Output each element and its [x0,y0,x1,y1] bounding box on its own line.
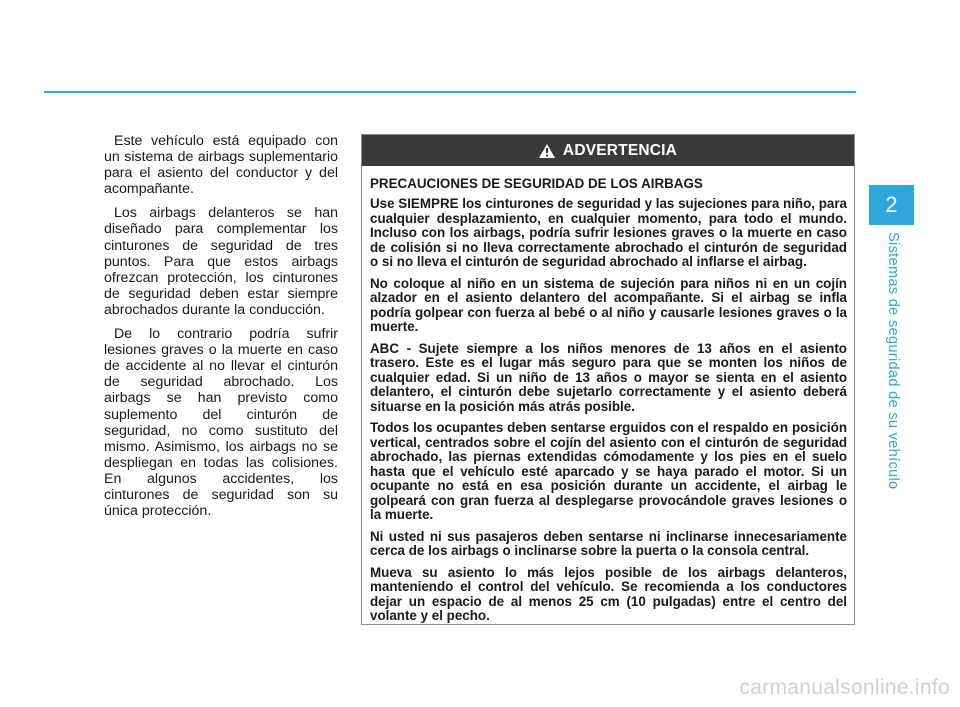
warning-header [362,135,854,166]
warning-item: Ni usted ni sus pasajeros deben sentarse ni inclinarse innecesariamente cerca de los airbags o inclinarse sobre la puerta o la consola central. [370,528,847,558]
chapter-label: Sistemas de seguridad de su vehículo [885,232,901,490]
body-paragraph: Este vehículo está equipado con un sistema de airbags suplementario para el asiento del conductor y del acompañante. [104,133,338,198]
footer-watermark: carmanualsonline.info [739,676,950,699]
body-text-column [104,133,338,527]
warning-title: PRECAUCIONES DE SEGURIDAD DE LOS AIRBAGS [370,176,703,191]
warning-item: No coloque al niño en un sistema de sujeción para niños ni en un cojín alzador en el asiento delantero del acompañante. Si el airbag se infla podría golpear con fuerza al bebé o al niño y causarle lesiones graves o la muerte. [370,275,847,334]
warning-body [362,166,854,624]
warning-item: ABC - Sujete siempre a los niños menores de 13 años en el asiento trasero. Este es el lugar más seguro para que se monten los niños de cualquier edad. Si un niño de 13 años o mayor se sienta en el asiento delantero, el cinturón debe sujetarlo correctamente y el asiento deberá situarse en la posición más atrás posible. [370,340,847,414]
warning-header-label: ADVERTENCIA [562,141,678,159]
warning-triangle-icon [539,144,555,158]
body-paragraph: De lo contrario podría sufrir lesiones graves o la muerte en caso de accidente al no llevar el cinturón de seguridad abrochado. Los airbags se han previsto como suplemento del cinturón de seguridad, no como sustituto del mismo. Asimismo, los airbags no se despliegan en todas las colisiones. En algunos accidentes, los cinturones de seguridad son su única protección. [104,326,338,520]
chapter-tab [869,185,914,225]
top-divider [44,91,856,93]
body-paragraph: Los airbags delanteros se han diseñado para complementar los cinturones de seguridad de tres puntos. Para que estos airbags ofrezcan protección, los cinturones de seguridad deben estar siempre abrochados durante la conducción. [104,205,338,318]
warning-item: Mueva su asiento lo más lejos posible de los airbags delanteros, manteniendo el control del vehículo. Se recomienda a los conductores dejar un espacio de al menos 25 cm (10 pulgadas) entre el centro del volante y el pecho. [370,564,847,623]
warning-box [361,134,855,625]
chapter-number: 2 [885,192,898,217]
warning-item: Todos los ocupantes deben sentarse erguidos con el respaldo en posición vertical, centrados sobre el cojín del asiento con el cinturón de seguridad abrochado, las piernas extendidas cómodamente y los pies en el suelo hasta que el vehículo esté aparcado y se haya parado el motor. Si un ocupante no está en esa posición durante un accidente, el airbag le golpeará con gran fuerza al desplegarse provocándole graves lesiones o la muerte. [370,420,847,522]
warning-item: Use SIEMPRE los cinturones de seguridad y las sujeciones para niño, para cualquier desplazamiento, en cualquier momento, para todo el mundo. Incluso con los airbags, podría sufrir lesiones graves o la muerte en caso de colisión si no lleva correctamente abrochado el cinturón de seguridad o si no lleva el cinturón de seguridad abrochado al inflarse el airbag. [370,196,848,269]
